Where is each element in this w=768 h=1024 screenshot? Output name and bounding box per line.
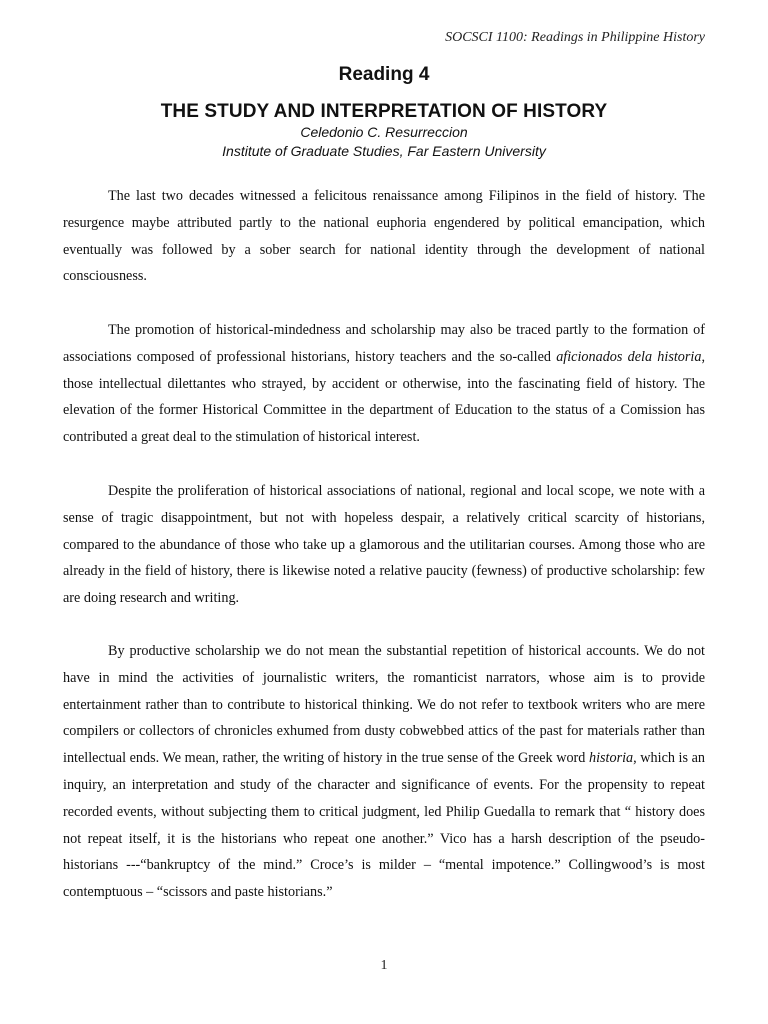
paragraph-4-text-start: By productive scholarship we do not mean the substantial repetition of historical accounts. We do not have in mind the activities of journalistic writers, the romanticist narrators, whose aim is to provide entertainment rather than to contribute to historical thinking. We do not refer to textbook writers who are mere compilers or collectors of chronicles exhumed from dusty cobwebbed attics of the past for materials rather than intellectual ends. We mean, rather, the writing of history in the true sense of the Greek word xyxy=(63,643,705,767)
page-title: THE STUDY AND INTERPRETATION OF HISTORY xyxy=(160,101,608,122)
course-header: SOCSCI 1100: Readings in Philippine History xyxy=(445,30,705,45)
paragraph-4-italic-word: historia xyxy=(588,750,634,767)
author-name: Celedonio C. Resurreccion xyxy=(300,124,468,140)
paragraph-2-text-start: The promotion of historical-mindedness and scholarship may also be traced partly to the formation of associations composed of professional historians, history teachers and the so-called xyxy=(63,322,705,365)
page-number: 1 xyxy=(380,958,388,973)
paragraph-2-italic-phrase: aficionados dela historia xyxy=(556,348,702,365)
reading-number: Reading 4 xyxy=(338,64,430,85)
paragraph-2 xyxy=(63,317,705,451)
paragraph-1 xyxy=(63,183,705,290)
paragraph-1-text: The last two decades witnessed a felicitous renaissance among Filipinos in the field of history. The resurgence maybe attributed partly to the national euphoria engendered by political emancipation, which eventually was followed by a sober search for national identity through the development of national consciousness. xyxy=(63,188,705,285)
paragraph-4-text xyxy=(63,638,705,906)
paragraph-2-text xyxy=(63,317,705,451)
paragraph-2-text-end: , those intellectual dilettantes who strayed, by accident or otherwise, into the fascinating field of history. The elevation of the former Historical Committee in the department of Education to the status of a Comission has contributed a great deal to the stimulation of historical interest. xyxy=(63,348,705,446)
paragraph-3-text: Despite the proliferation of historical associations of national, regional and local scope, we note with a sense of tragic disappointment, but not with hopeless despair, a relatively critical scarcity of historians, compared to the abundance of those who take up a glamorous and the utilitarian courses. Among those who are already in the field of history, there is likewise noted a relative paucity (fewness) of productive scholarship: few are doing research and writing. xyxy=(63,483,705,607)
paragraph-4-text-end: , which is an inquiry, an interpretation and study of the character and significance of events. For the propensity to repeat recorded events, without subjecting them to critical judgment, led Philip Guedalla to remark that “ history does not repeat itself, it is the historians who repeat one another.” Vico has a harsh description of the pseudo-historians ---“bankruptcy of the mind.” Croce’s is milder – “mental impotence.” Collingwood’s is most contemptuous – “scissors and paste historians.” xyxy=(63,750,705,901)
author-affiliation: Institute of Graduate Studies, Far Eastern University xyxy=(222,143,546,159)
paragraph-3 xyxy=(63,478,705,612)
paragraph-4 xyxy=(63,638,705,906)
